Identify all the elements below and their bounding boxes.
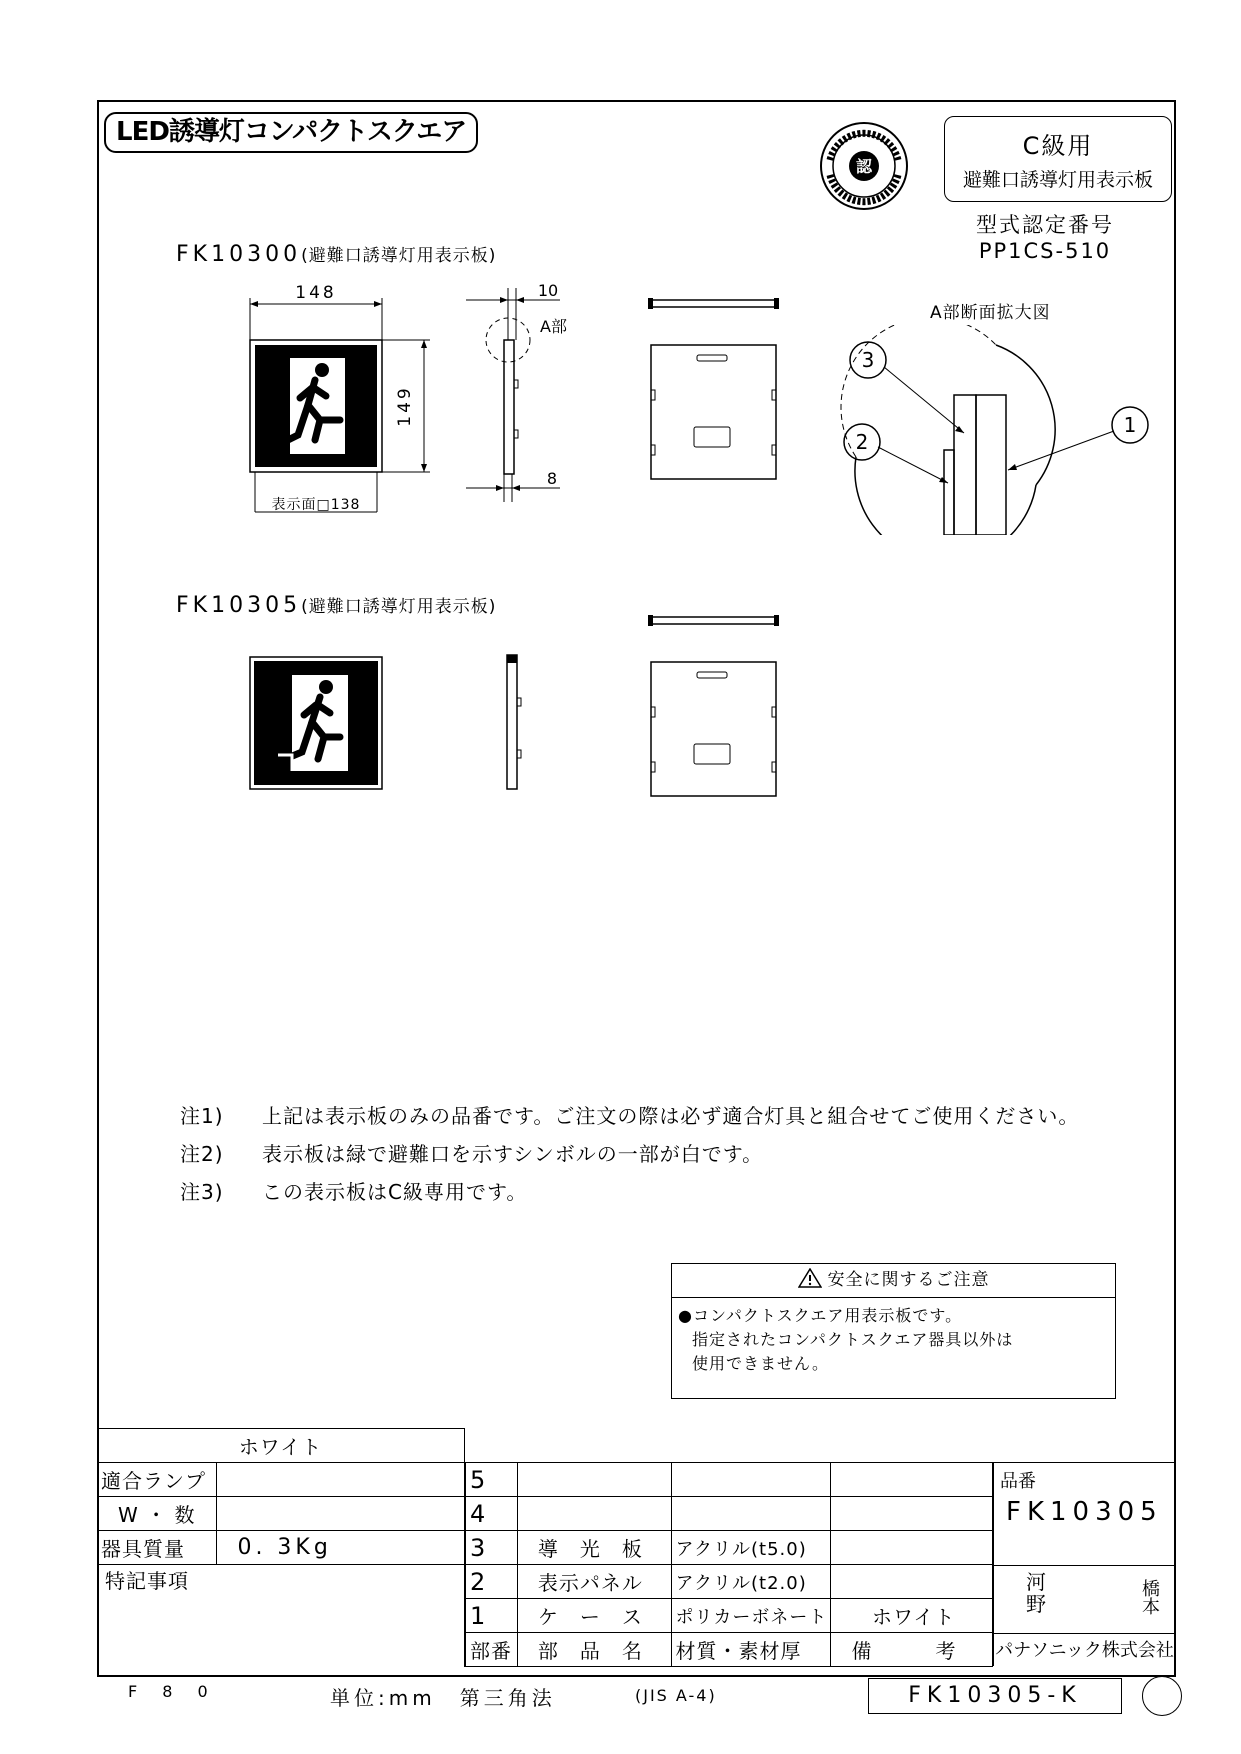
weight-value: 0. 3Kg [217,1531,465,1565]
certification-seal-icon [818,120,910,212]
parts-row: 5 [466,1463,993,1497]
grade-description: 避難口誘導灯用表示板 [962,169,1153,191]
watt-label: W ・ 数 [97,1497,217,1531]
detail-title: A部断面拡大図 [930,303,1051,323]
parts-row: 3 導 光 板 アクリル(t5.0) [466,1531,993,1565]
approval-number: PP1CS-510 [978,239,1112,263]
title-block [993,1462,1176,1666]
lamp-value [217,1463,465,1497]
color-label: ホワイト [97,1429,465,1463]
dim-depth-top: 10 [537,281,559,300]
callout-1: 1 [1123,413,1137,437]
dim-display-face: 表示面□138 [271,497,361,513]
note-2: 注2) 表示板は緑で避難口を示すシンボルの一部が白です。 [180,1142,764,1166]
model-label-1 [176,241,496,267]
dim-width: 148 [295,283,337,303]
dim-height: 149 [395,385,415,427]
section-marker: A部 [540,317,567,336]
signature-left: 河 野 [1026,1570,1046,1616]
side-view-drawing-2 [500,650,530,795]
model-label-2 [176,592,496,618]
revision-circle [1142,1676,1182,1716]
top-view-drawing-2 [645,612,785,802]
company-name: パナソニック株式会社 [994,1633,1175,1668]
callout-2: 2 [855,430,869,454]
model-code: FK10305 [176,593,302,618]
grade-label: C級用 [1022,132,1094,160]
parts-row: 2 表示パネル アクリル(t2.0) [466,1565,993,1599]
warning-icon [798,1268,822,1288]
top-view-drawing-1 [645,295,785,485]
drawing-number: FK10305-K [868,1678,1122,1714]
part-number: FK10305 [1006,1497,1163,1527]
dim-depth-bottom: 8 [546,469,558,488]
parts-row: 1 ケ ー ス ポリカーボネート ホワイト [466,1599,993,1633]
note-1: 注1) 上記は表示板のみの品番です。ご注文の際は必ず適合灯具と組合せてご使用ください。 [180,1104,1080,1128]
side-view-drawing-1 [460,280,580,510]
caution-line-2: 指定されたコンパクトスクエア器具以外は [692,1330,1014,1349]
caution-line-3: 使用できません。 [692,1354,829,1373]
approval-label: 型式認定番号 [976,213,1114,237]
callout-3: 3 [861,348,875,372]
caution-header [672,1264,1115,1298]
safety-caution-box [671,1263,1116,1399]
model-desc: (避難口誘導灯用表示板) [301,597,497,617]
seal-mark: 認 [855,157,873,176]
weight-label: 器具質量 [97,1531,217,1565]
part-number-label: 品番 [1000,1471,1036,1492]
footer-standard: (JIS A-4) [635,1686,717,1705]
parts-row: 4 [466,1497,993,1531]
parts-header-row: 部番 部 品 名 材質・素材厚 備 考 [466,1633,993,1667]
caution-line-1: ●コンパクトスクエア用表示板です。 [678,1306,963,1325]
footer-code: F 8 0 [128,1682,218,1701]
lamp-label: 適合ランプ [97,1463,217,1497]
section-detail-drawing [836,325,1156,535]
note-3: 注3) この表示板はC級専用です。 [180,1180,528,1204]
spec-table [97,1428,465,1667]
front-view-drawing-2 [248,655,388,795]
model-code: FK10300 [176,242,302,267]
caution-body [672,1298,1115,1376]
caution-title: 安全に関するご注意 [827,1270,990,1290]
signature-right: 橋 本 [1142,1579,1160,1618]
approval-block [945,212,1145,264]
model-desc: (避難口誘導灯用表示板) [301,246,497,266]
front-view-drawing-1 [230,280,470,520]
series-title: LED誘導灯コンパクトスクエア [104,112,478,153]
special-notes-label: 特記事項 [97,1565,465,1667]
footer-units: 単位:mm 第三角法 [330,1686,556,1710]
grade-box [944,116,1172,202]
parts-table [465,1462,993,1667]
watt-value [217,1497,465,1531]
